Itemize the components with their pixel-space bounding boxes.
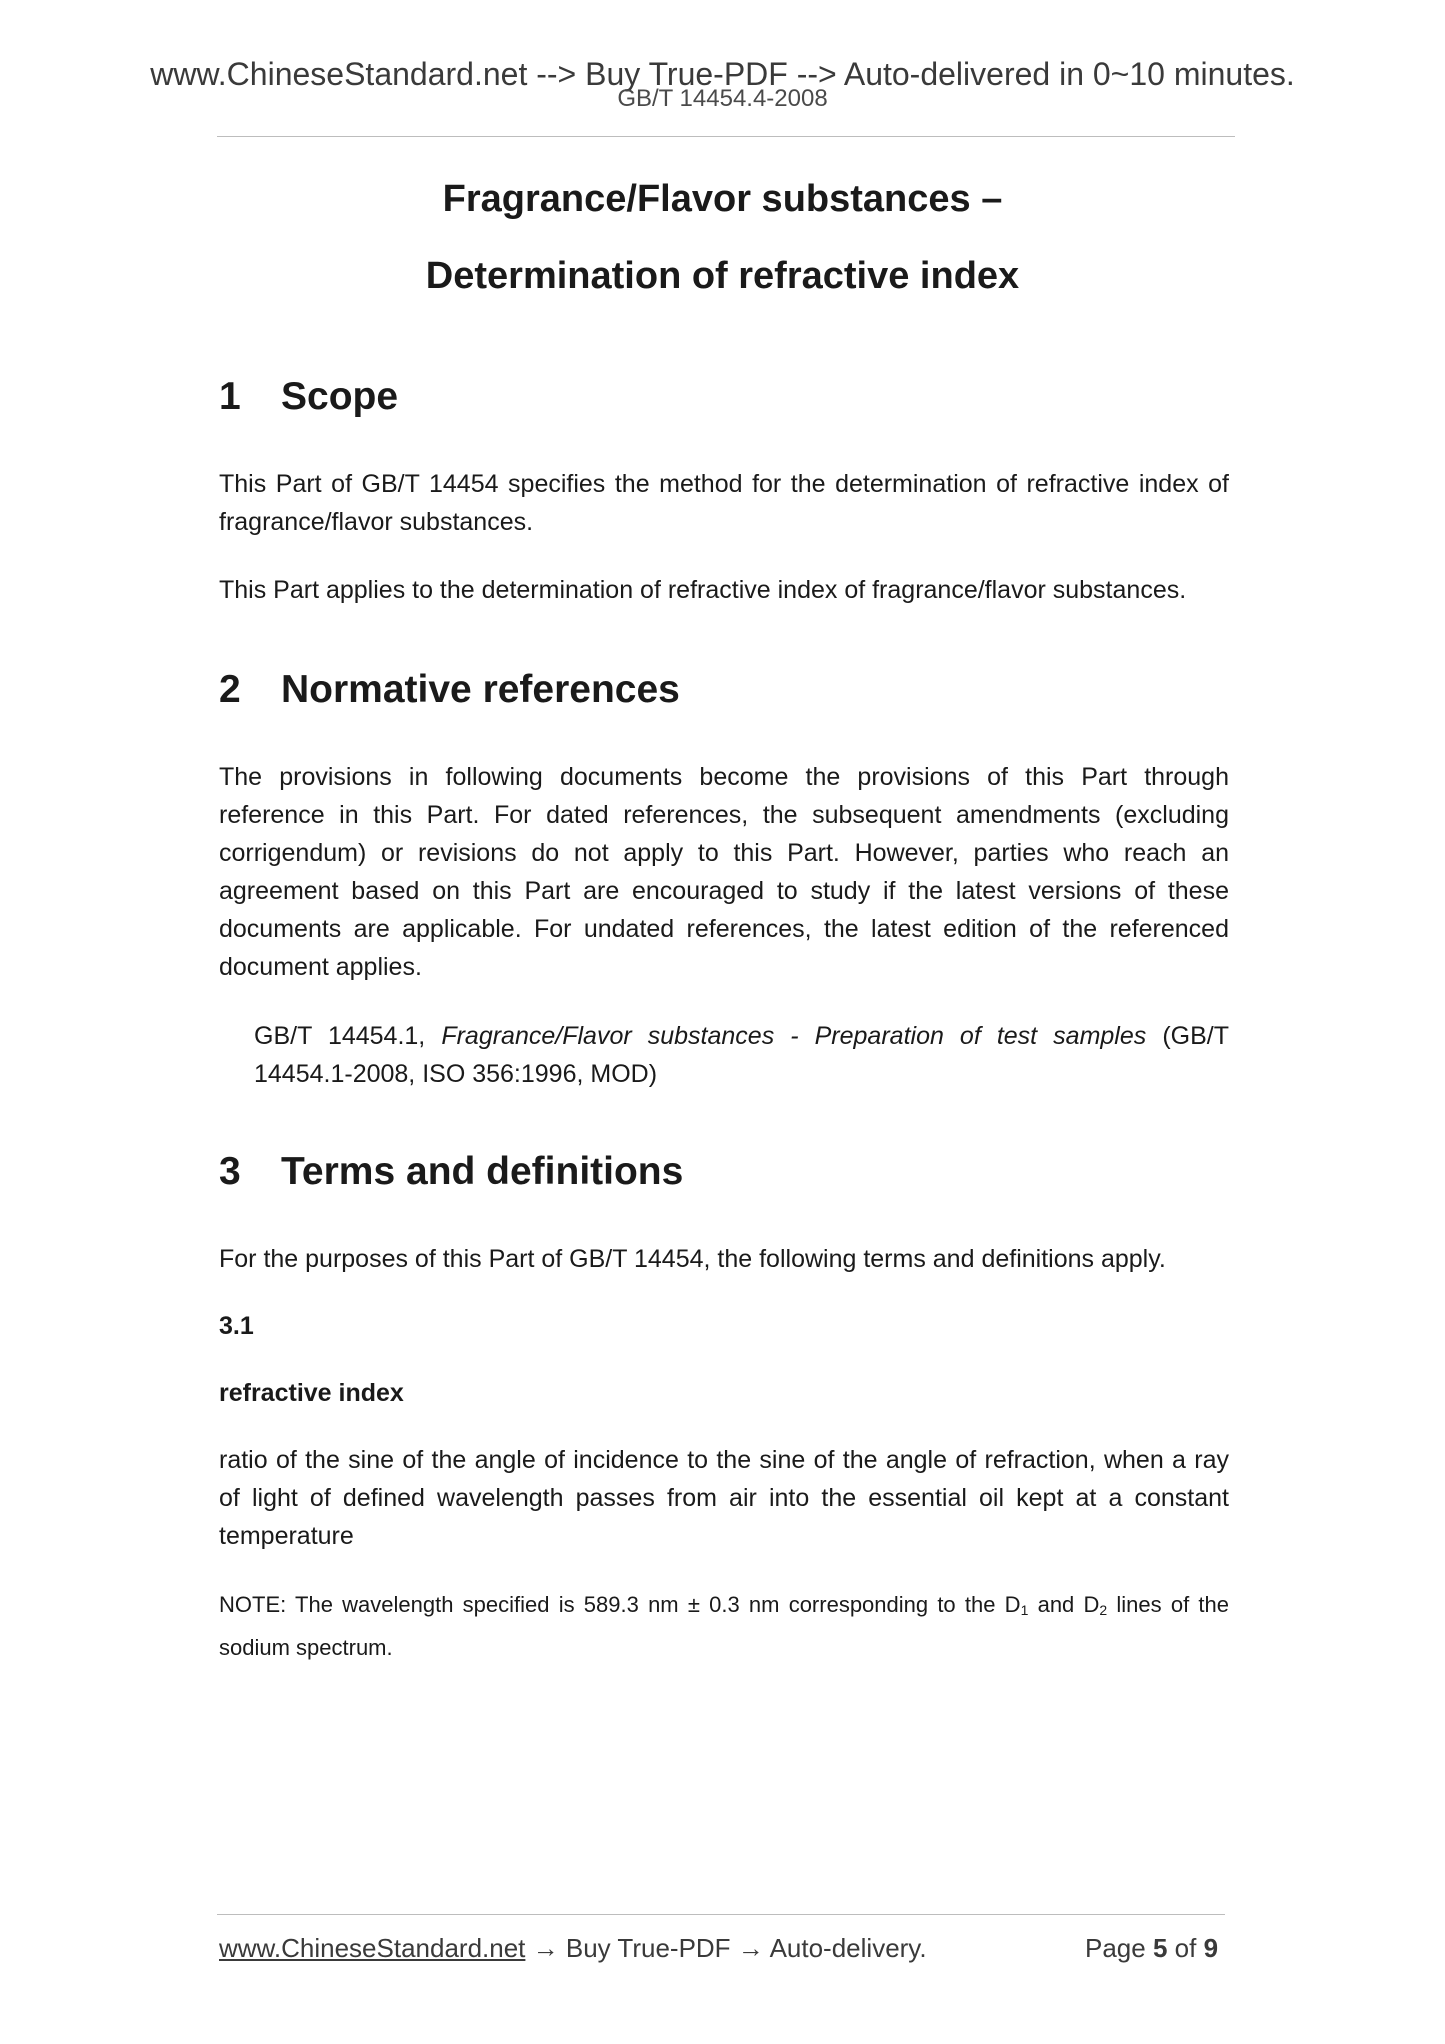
page-total: 9 xyxy=(1203,1933,1219,1963)
header-banner: www.ChineseStandard.net --> Buy True-PDF --> Auto-delivered in 0~10 minutes. xyxy=(150,56,1295,92)
page-prefix: Page xyxy=(1085,1933,1153,1963)
footer-text: → Buy True-PDF → Auto-delivery. xyxy=(525,1933,927,1963)
page-current: 5 xyxy=(1152,1933,1168,1963)
section-2-title: Normative references xyxy=(281,668,680,711)
footer-link[interactable]: www.ChineseStandard.net xyxy=(219,1933,526,1963)
reference-code: GB/T 14454.1, xyxy=(254,1022,426,1050)
reference-details: (GB/T 14454.1-2008, ISO 356:1996, MOD) xyxy=(254,1022,1230,1088)
document-title-line1: Fragrance/Flavor substances – xyxy=(442,178,1003,220)
header-divider xyxy=(217,136,1235,137)
footer-divider xyxy=(217,1914,1225,1915)
terms-paragraph: For the purposes of this Part of GB/T 14454, the following terms and definitions apply. xyxy=(219,1245,1166,1273)
section-1-number: 1 xyxy=(219,375,241,418)
normative-paragraph: The provisions in following documents become the provisions of this Part through reference in this Part. For dated references, the subsequent amendments (excluding corrigendum) or revisions do not apply to this Part. However, parties who reach an agreement based on this Part are encouraged to study if the latest versions of these documents are applicable. For undated references, the latest edition of the referenced document applies. xyxy=(219,763,1229,981)
document-title-line2: Determination of refractive index xyxy=(425,255,1020,297)
normative-reference-item xyxy=(254,1017,1229,1093)
section-3-heading xyxy=(219,1150,683,1194)
section-2-number: 2 xyxy=(219,668,241,711)
standard-code: GB/T 14454.4-2008 xyxy=(617,85,828,112)
section-1-heading xyxy=(219,375,398,419)
note-text-a: NOTE: The wavelength specified is 589.3 nm ± 0.3 nm corresponding to the D xyxy=(219,1592,1021,1617)
note-subscript-2: 2 xyxy=(1099,1602,1108,1618)
term-note xyxy=(219,1586,1229,1667)
section-2-heading xyxy=(219,668,680,712)
footer-left xyxy=(219,1932,927,1964)
scope-paragraph-2: This Part applies to the determination of refractive index of fragrance/flavor substances. xyxy=(219,576,1187,604)
note-text-b: and D xyxy=(1028,1592,1100,1617)
section-3-title: Terms and definitions xyxy=(281,1150,684,1193)
term-number: 3.1 xyxy=(219,1312,254,1340)
term-definition: ratio of the sine of the angle of incidence to the sine of the angle of refraction, when a ray of light of defined wavelength passes from air into the essential oil kept at a constant temperature xyxy=(219,1446,1229,1550)
section-1-title: Scope xyxy=(281,375,399,418)
scope-paragraph-1: This Part of GB/T 14454 specifies the method for the determination of refractive index of fragrance/flavor substances. xyxy=(219,470,1229,536)
reference-title: Fragrance/Flavor substances - Preparation of test samples xyxy=(441,1022,1147,1050)
term-name: refractive index xyxy=(219,1379,404,1407)
note-subscript-1: 1 xyxy=(1020,1602,1029,1618)
page-indicator xyxy=(1085,1932,1218,1964)
section-3-number: 3 xyxy=(219,1150,241,1193)
page-mid: of xyxy=(1167,1933,1204,1963)
note-text-c: lines of the sodium spectrum. xyxy=(219,1592,1229,1660)
